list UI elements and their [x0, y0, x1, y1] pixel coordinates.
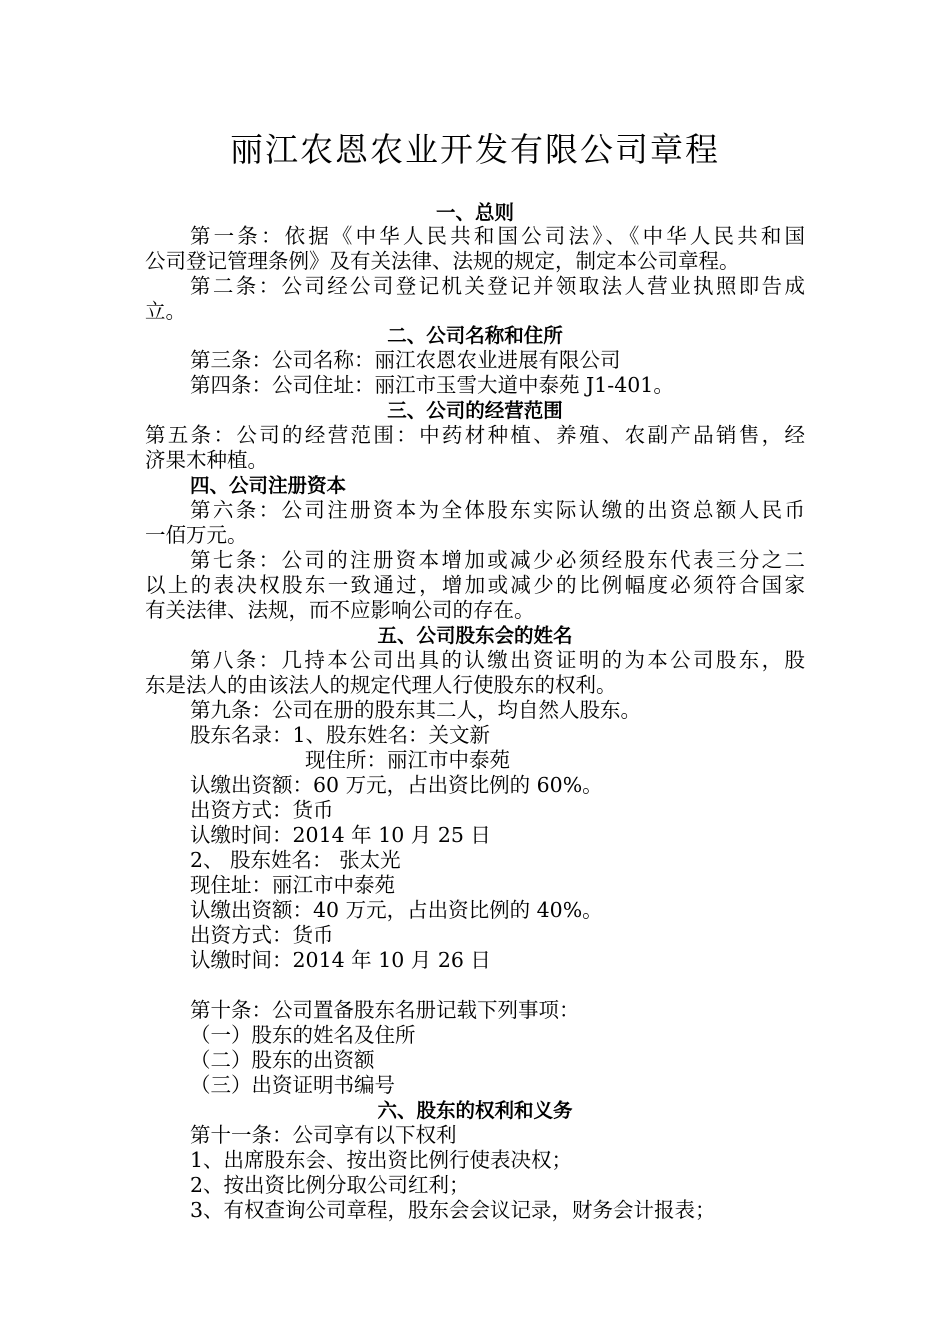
article-4: 第四条：公司住址：丽江市玉雪大道中泰苑 J1-401。	[190, 373, 674, 397]
article-6-line-2: 一佰万元。	[145, 523, 248, 547]
article-8-line-2: 东是法人的由该法人的规定代理人行使股东的权利。	[145, 673, 617, 697]
shareholder-2-date: 认缴时间：2014 年 10 月 26 日	[190, 948, 491, 972]
shareholder-1-method: 出资方式：货币	[190, 798, 334, 822]
shareholder-2-subscription: 认缴出资额：40 万元，占出资比例的 40%。	[190, 898, 603, 922]
article-10-item-3: （三）出资证明书编号	[190, 1073, 395, 1097]
section-heading-1: 一、总则	[435, 201, 514, 224]
article-5-line-2: 济果木种植。	[145, 448, 268, 472]
article-1-line-1: 第一条：依据《中华人民共和国公司法》、《中华人民共和国	[190, 224, 805, 248]
shareholder-list-1-name: 股东名录：1、股东姓名：关文新	[190, 723, 491, 747]
section-heading-2: 二、公司名称和住所	[387, 324, 563, 347]
article-3: 第三条：公司名称：丽江农恩农业进展有限公司	[190, 348, 621, 372]
article-2-line-2: 立。	[145, 299, 186, 323]
article-11-item-2: 2、按出资比例分取公司红利；	[190, 1173, 470, 1197]
shareholder-1-address: 现住所：丽江市中泰苑	[305, 748, 510, 772]
article-10-item-1: （一）股东的姓名及住所	[190, 1023, 416, 1047]
shareholder-1-subscription: 认缴出资额：60 万元，占出资比例的 60%。	[190, 773, 603, 797]
article-5-line-1: 第五条：公司的经营范围：中药材种植、养殖、农副产品销售，经	[145, 423, 805, 447]
article-10: 第十条：公司置备股东名册记载下列事项：	[190, 998, 580, 1022]
shareholder-2-name: 2、 股东姓名： 张太光	[190, 848, 401, 872]
section-heading-5: 五、公司股东会的姓名	[377, 624, 573, 647]
article-7-line-1: 第七条：公司的注册资本增加或减少必须经股东代表三分之二	[190, 548, 805, 572]
article-8-line-1: 第八条：几持本公司出具的认缴出资证明的为本公司股东，股	[190, 648, 805, 672]
section-heading-3: 三、公司的经营范围	[387, 399, 563, 422]
article-9: 第九条：公司在册的股东其二人，均自然人股东。	[190, 698, 641, 722]
article-11: 第十一条：公司享有以下权利	[190, 1123, 457, 1147]
article-6-line-1: 第六条：公司注册资本为全体股东实际认缴的出资总额人民币	[190, 498, 805, 522]
article-7-line-3: 有关法律、法规，而不应影响公司的存在。	[145, 598, 535, 622]
article-1-line-2: 公司登记管理条例》及有关法律、法规的规定，制定本公司章程。	[145, 249, 740, 273]
article-7-line-2: 以上的表决权股东一致通过，增加或减少的比例幅度必须符合国家	[145, 573, 805, 597]
article-11-item-1: 1、出席股东会、按出资比例行使表决权；	[190, 1148, 573, 1172]
shareholder-1-date: 认缴时间：2014 年 10 月 25 日	[190, 823, 491, 847]
document-title: 丽江农恩农业开发有限公司章程	[230, 130, 720, 169]
section-heading-6: 六、股东的权利和义务	[377, 1099, 573, 1122]
article-11-item-3: 3、有权查询公司章程，股东会会议记录，财务会计报表；	[190, 1198, 716, 1222]
article-10-item-2: （二）股东的出资额	[190, 1048, 375, 1072]
shareholder-2-method: 出资方式：货币	[190, 923, 334, 947]
section-heading-4: 四、公司注册资本	[190, 474, 347, 497]
article-2-line-1: 第二条：公司经公司登记机关登记并领取法人营业执照即告成	[190, 274, 805, 298]
shareholder-2-address: 现住址：丽江市中泰苑	[190, 873, 395, 897]
